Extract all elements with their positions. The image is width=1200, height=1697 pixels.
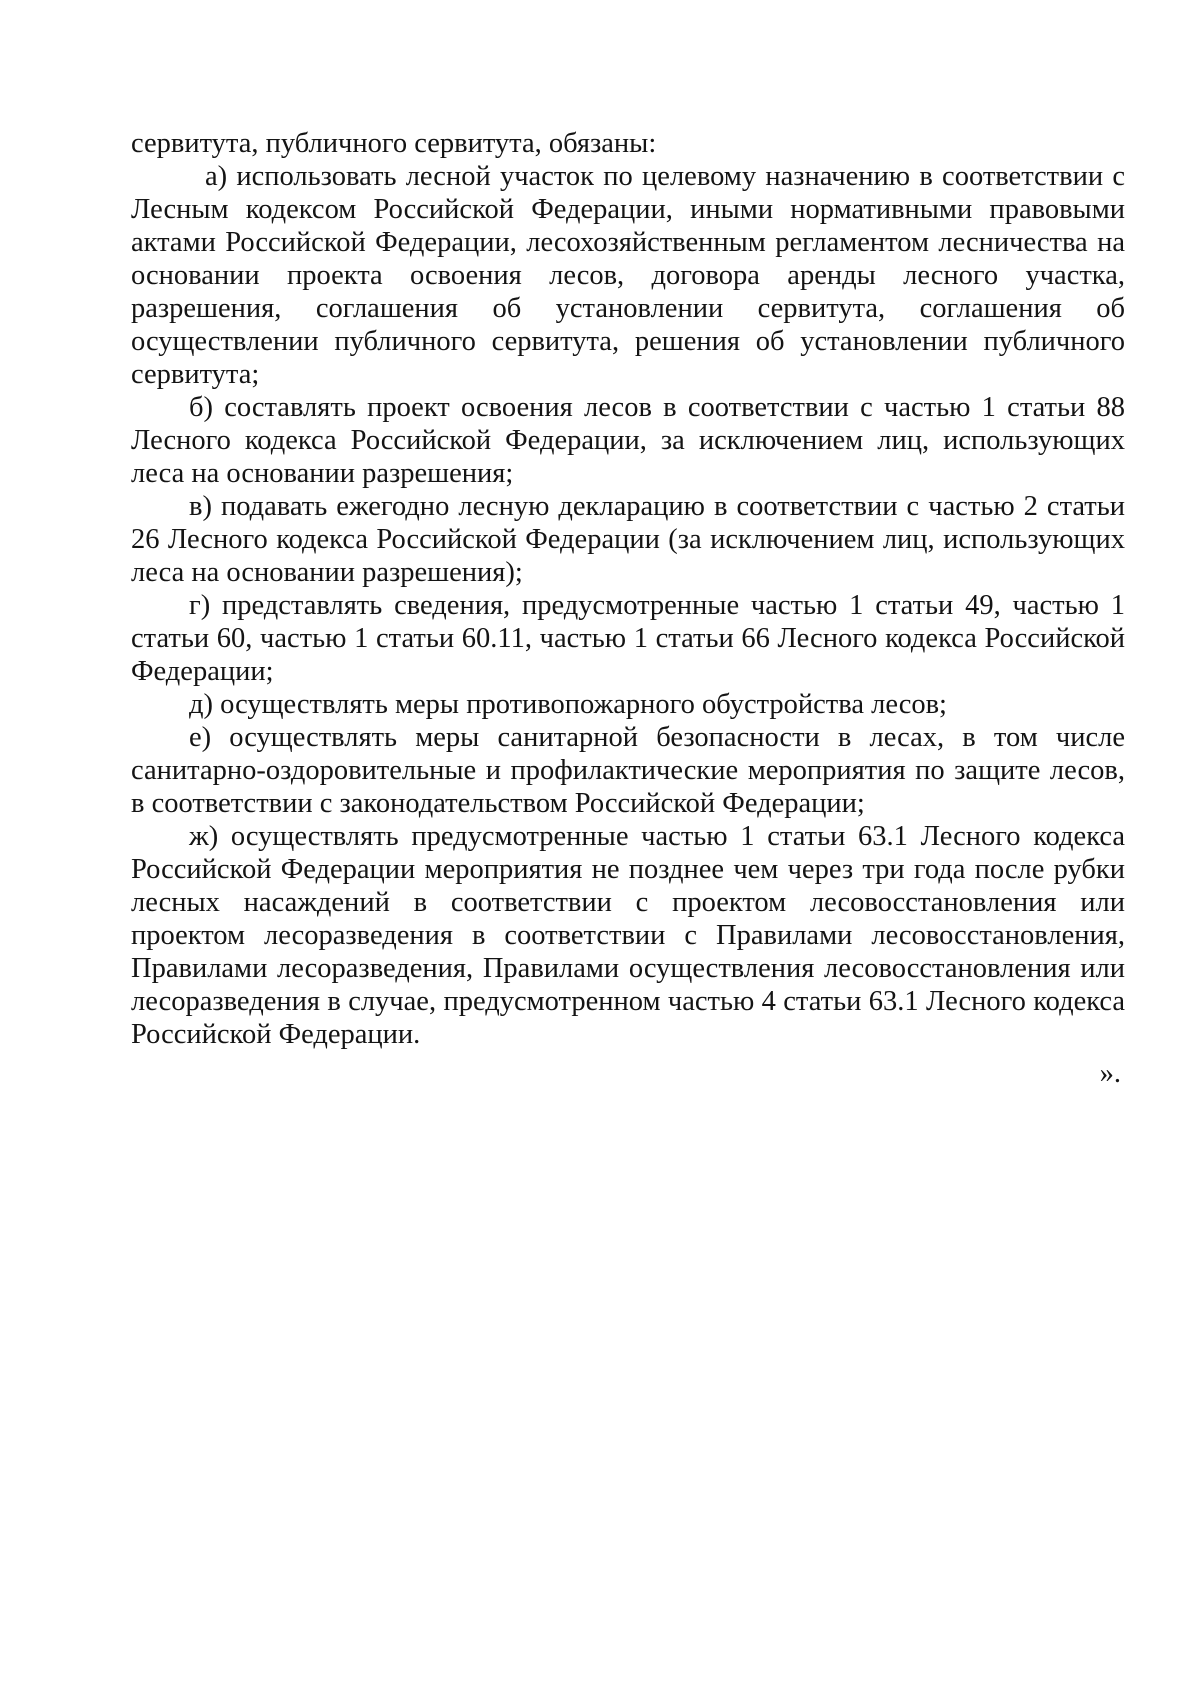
- paragraph-item-d: д) осуществлять меры противопожарного обустройства лесов;: [189, 689, 947, 720]
- paragraph-item-v: в) подавать ежегодно лесную декларацию в соответствии с частью 2 статьи 26 Лесного кодекса Российской Федерации (за исключением лиц, использующих леса на основании разрешения);: [131, 491, 1125, 588]
- paragraph-item-a: а) использовать лесной участок по целевому назначению в соответствии с Лесным кодексом Российской Федерации, иными нормативными правовыми актами Российской Федерации, лесохозяйственным регламентом лесничества на основании проекта освоения лесов, договора аренды лесного участка, разрешения, соглашения об установлении сервитута, соглашения об осуществлении публичного сервитута, решения об установлении публичного сервитута;: [131, 161, 1125, 390]
- paragraph-item-b: б) составлять проект освоения лесов в соответствии с частью 1 статьи 88 Лесного кодекса Российской Федерации, за исключением лиц, использующих леса на основании разрешения;: [131, 392, 1125, 489]
- paragraph-item-zh: ж) осуществлять предусмотренные частью 1 статьи 63.1 Лесного кодекса Российской Федерации мероприятия не позднее чем через три года после рубки лесных насаждений в соответствии с проектом лесовосстановления или проектом лесоразведения в соответствии с Правилами лесовосстановления, Правилами лесоразведения, Правилами осуществления лесовосстановления или лесоразведения в случае, предусмотренном частью 4 статьи 63.1 Лесного кодекса Российской Федерации.: [131, 821, 1125, 1050]
- paragraph-item-e: е) осуществлять меры санитарной безопасности в лесах, в том числе санитарно-оздоровительные и профилактические мероприятия по защите лесов, в соответствии с законодательством Российской Федерации;: [131, 722, 1125, 819]
- paragraph-intro: сервитута, публичного сервитута, обязаны:: [131, 128, 657, 159]
- paragraph-item-g: г) представлять сведения, предусмотренные частью 1 статьи 49, частью 1 статьи 60, частью 1 статьи 60.11, частью 1 статьи 66 Лесного кодекса Российской Федерации;: [131, 590, 1125, 687]
- document-body: [131, 127, 1125, 1090]
- closing-quote-mark: ».: [1099, 1058, 1121, 1089]
